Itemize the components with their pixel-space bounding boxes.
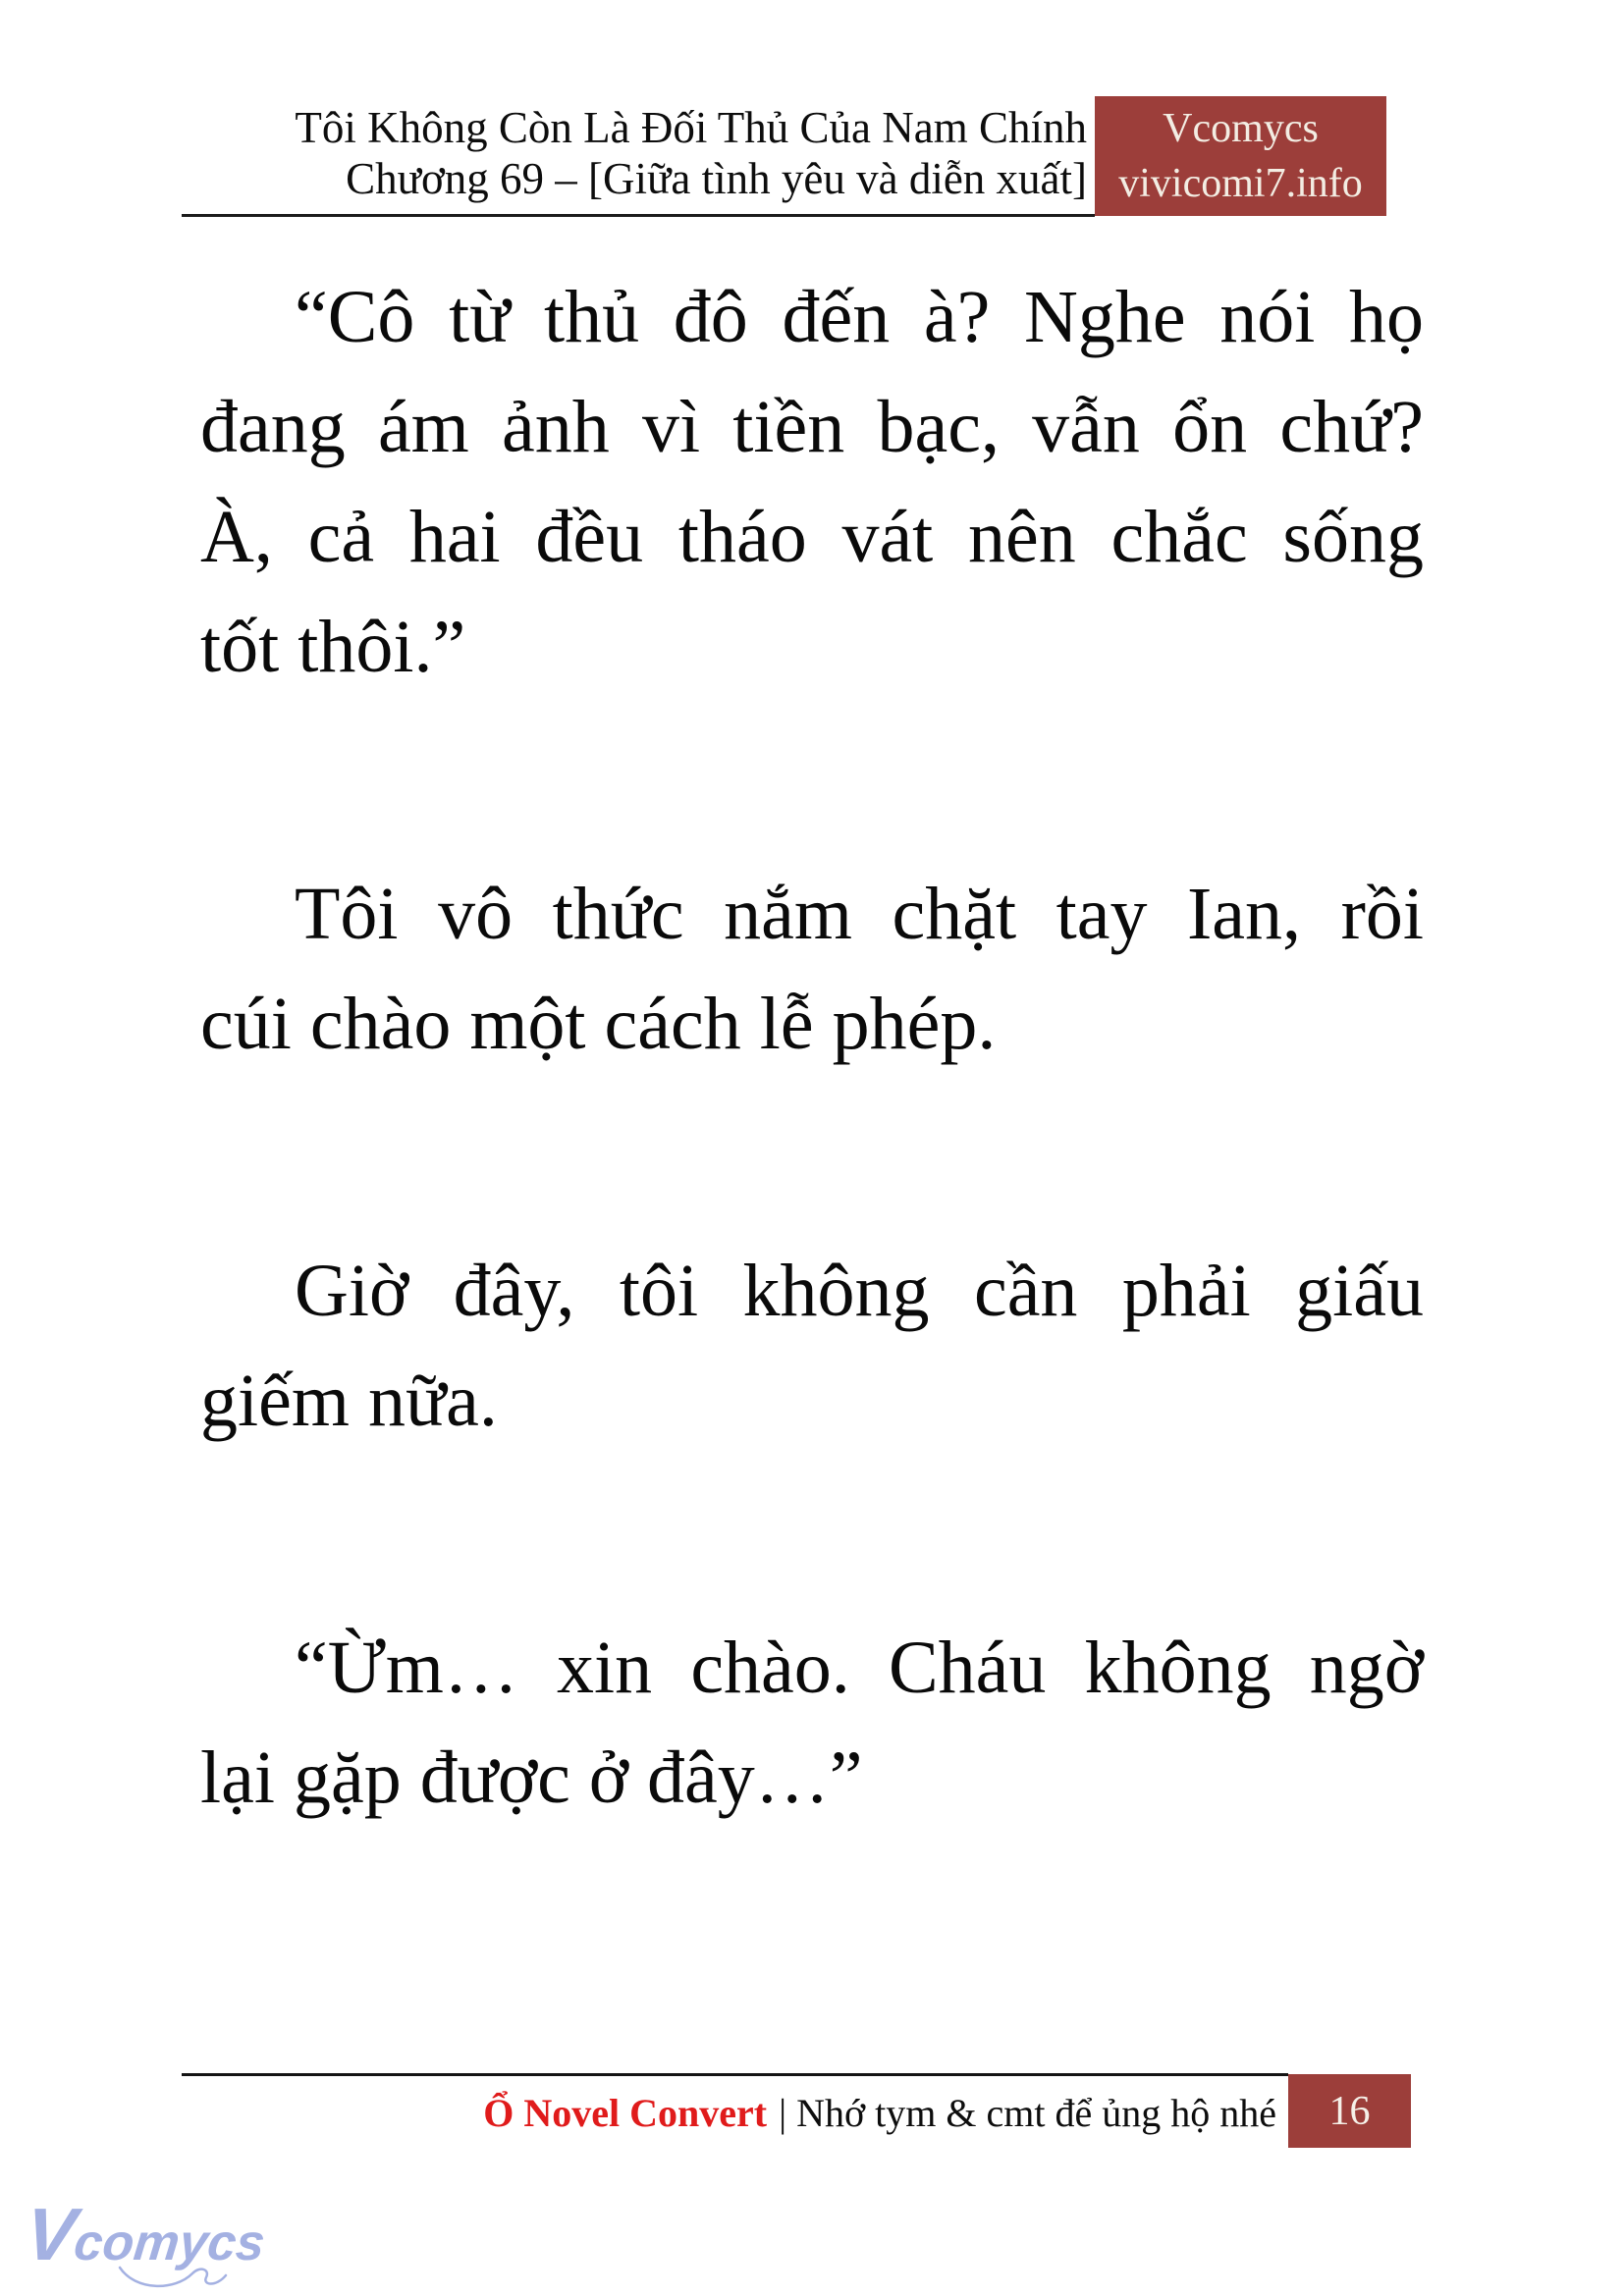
brand-name: Vcomycs bbox=[1163, 106, 1319, 151]
text-line: cúi chào một cách lễ phép. bbox=[200, 983, 997, 1065]
story-text bbox=[200, 262, 1424, 1990]
footer-separator: | bbox=[779, 2091, 787, 2135]
chapter-header bbox=[182, 102, 1095, 204]
converter-brand: Ổ Novel Convert bbox=[483, 2091, 768, 2135]
page-number-box bbox=[1288, 2074, 1411, 2148]
novel-title: Tôi Không Còn Là Đối Thủ Của Nam Chính bbox=[295, 103, 1087, 152]
header-divider bbox=[182, 214, 1095, 217]
footer-credit bbox=[182, 2085, 1276, 2142]
vcomycs-watermark-logo bbox=[22, 2193, 281, 2293]
text-line: Giờ đây, tôi không cần phải giấu bbox=[295, 1250, 1424, 1332]
brand-site-url: vivicomi7.info bbox=[1118, 161, 1363, 206]
text-line: À, cả hai đều tháo vát nên chắc sống bbox=[200, 496, 1424, 578]
text-line: tốt thôi.” bbox=[200, 606, 466, 688]
translator-brand-box bbox=[1095, 96, 1386, 216]
text-line: giếm nữa. bbox=[200, 1360, 498, 1442]
paragraph bbox=[200, 859, 1424, 1079]
chapter-subtitle: Chương 69 – [Giữa tình yêu và diễn xuất] bbox=[346, 154, 1087, 203]
text-line: đang ám ảnh vì tiền bạc, vẫn ổn chứ? bbox=[200, 386, 1424, 468]
watermark-flourish bbox=[116, 2262, 244, 2293]
paragraph bbox=[200, 1236, 1424, 1456]
page-number: 16 bbox=[1328, 2088, 1371, 2134]
text-line: lại gặp được ở đây…” bbox=[200, 1736, 863, 1819]
footer-divider bbox=[182, 2073, 1288, 2076]
text-line: “Cô từ thủ đô đến à? Nghe nói họ bbox=[295, 276, 1424, 358]
watermark-logo-text: Vcomycs bbox=[22, 2193, 268, 2275]
support-note: Nhớ tym & cmt để ủng hộ nhé bbox=[796, 2091, 1276, 2135]
text-line: “Ừm… xin chào. Cháu không ngờ bbox=[295, 1627, 1424, 1709]
paragraph bbox=[200, 262, 1424, 702]
paragraph bbox=[200, 1613, 1424, 1833]
text-line: Tôi vô thức nắm chặt tay Ian, rồi bbox=[295, 873, 1424, 955]
